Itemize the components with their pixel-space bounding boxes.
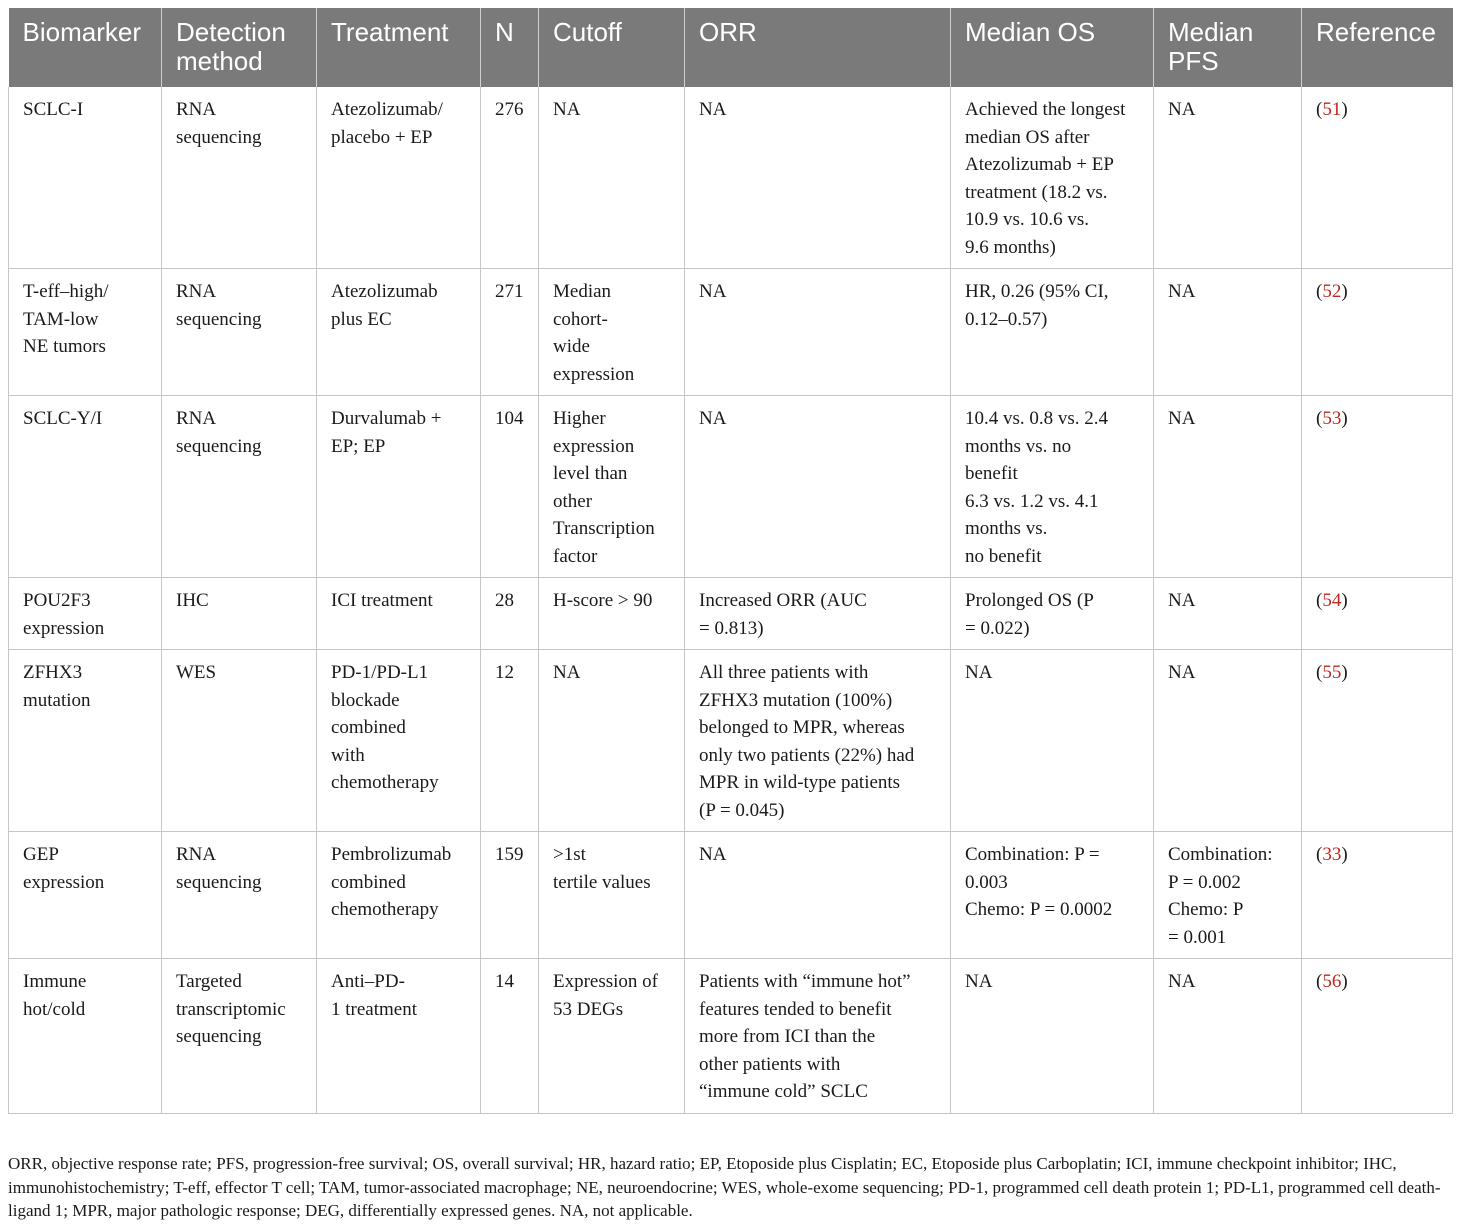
table-row xyxy=(9,396,1453,578)
header-text-line: method xyxy=(176,46,263,76)
cell-detection-method xyxy=(162,269,317,396)
cell-cutoff xyxy=(539,959,685,1114)
cell-cutoff xyxy=(539,650,685,832)
cell-text-line: RNA xyxy=(176,844,217,865)
table-row xyxy=(9,269,1453,396)
cell-detection-method xyxy=(162,650,317,832)
cell-text-line: Atezolizumab + EP xyxy=(965,154,1114,175)
cell-text-line: 10.4 vs. 0.8 vs. 2.4 xyxy=(965,408,1109,429)
cell-biomarker xyxy=(9,650,162,832)
cell-reference: (33) xyxy=(1302,832,1453,959)
cell-text-line: >1st xyxy=(553,844,586,865)
header-reference xyxy=(1302,8,1453,87)
cell-text-line: other xyxy=(553,490,593,512)
cell-text-line: 53 DEGs xyxy=(553,998,624,1020)
cell-text-line: sequencing xyxy=(176,308,262,330)
cell-reference: (56) xyxy=(1302,959,1453,1114)
cell-text-line: Anti–PD- xyxy=(331,971,405,992)
cell-text-line: hot/cold xyxy=(23,998,86,1020)
cell-treatment xyxy=(317,832,481,959)
reference-link[interactable]: 55 xyxy=(1322,662,1342,683)
cell-text-line: sequencing xyxy=(176,1026,262,1047)
cell-text-line: sequencing xyxy=(176,871,262,893)
cell-text-line: NA xyxy=(1168,662,1196,683)
cell-text-line: 0.12–0.57) xyxy=(965,308,1048,330)
cell-text-line: placebo + EP xyxy=(331,126,433,148)
cell-treatment xyxy=(317,578,481,650)
cell-text-line: TAM-low xyxy=(23,308,99,330)
table-footnote: ORR, objective response rate; PFS, progression-free survival; OS, overall survival; HR, hazard ratio; EP, Etoposide plus Cisplatin; EC, Etoposide plus Carboplatin; ICI, immune checkpoint inhibitor; IHC, immunohistochemistry; T-eff, effector T cell; TAM, tumor-associated macrophage; NE, neuroendocrine; WES, whole-exome sequencing; PD-1, programmed cell death protein 1; PD-L1, programmed cell death-ligand 1; MPR, major pathologic response; DEG, differentially expressed genes. NA, not applicable. xyxy=(8,1154,1441,1220)
cell-text-line: All three patients with xyxy=(699,662,869,683)
cell-text-line: Atezolizumab/ xyxy=(331,99,443,120)
cell-biomarker xyxy=(9,87,162,269)
cell-text-line: NA xyxy=(699,844,727,865)
cell-n: 28 xyxy=(481,578,539,650)
cell-text-line: NA xyxy=(553,99,581,120)
cell-text-line: only two patients (22%) had xyxy=(699,744,915,766)
cell-biomarker xyxy=(9,269,162,396)
cell-treatment xyxy=(317,269,481,396)
cell-text-line: NA xyxy=(1168,99,1196,120)
cell-orr xyxy=(685,396,951,578)
cell-median-os xyxy=(951,269,1154,396)
cell-text-line: NA xyxy=(1168,281,1196,302)
cell-text-line: cohort- xyxy=(553,308,608,330)
cell-text-line: = 0.001 xyxy=(1168,926,1227,948)
table-row xyxy=(9,650,1453,832)
cell-text-line: sequencing xyxy=(176,435,262,457)
cell-text-line: months vs. no xyxy=(965,435,1072,457)
cell-biomarker xyxy=(9,832,162,959)
cell-text-line: = 0.813) xyxy=(699,617,764,639)
cell-n: 14 xyxy=(481,959,539,1114)
cell-biomarker xyxy=(9,959,162,1114)
cell-reference: (55) xyxy=(1302,650,1453,832)
cell-text-line: NA xyxy=(1168,590,1196,611)
cell-text-line: T-eff–high/ xyxy=(23,281,109,302)
cell-text-line: median OS after xyxy=(965,126,1090,148)
cell-text-line: MPR in wild-type patients xyxy=(699,772,901,793)
cell-detection-method xyxy=(162,87,317,269)
cell-text-line: mutation xyxy=(23,689,91,711)
cell-orr xyxy=(685,87,951,269)
cell-median-pfs xyxy=(1154,959,1302,1114)
cell-text-line: (P = 0.045) xyxy=(699,799,785,821)
cell-text-line: expression xyxy=(23,871,105,893)
cell-text-line: benefit xyxy=(965,463,1018,484)
cell-text-line: NA xyxy=(965,662,993,683)
cell-text-line: ICI treatment xyxy=(331,590,433,611)
cell-text-line: Expression of xyxy=(553,971,659,992)
cell-text-line: expression xyxy=(553,435,635,457)
cell-text-line: HR, 0.26 (95% CI, xyxy=(965,281,1109,302)
cell-text-line: P = 0.002 xyxy=(1168,871,1241,893)
cell-text-line: NA xyxy=(699,408,727,429)
cell-text-line: Chemo: P xyxy=(1168,899,1244,920)
reference-link[interactable]: 53 xyxy=(1322,408,1342,429)
header-text-line: Treatment xyxy=(331,17,449,47)
cell-treatment xyxy=(317,87,481,269)
header-median-os xyxy=(951,8,1154,87)
cell-cutoff xyxy=(539,87,685,269)
cell-text-line: more from ICI than the xyxy=(699,1026,876,1047)
cell-cutoff xyxy=(539,269,685,396)
cell-reference: (54) xyxy=(1302,578,1453,650)
cell-text-line: other patients with xyxy=(699,1053,841,1075)
cell-text-line: Chemo: P = 0.0002 xyxy=(965,899,1113,920)
table-body xyxy=(9,87,1453,1113)
header-n xyxy=(481,8,539,87)
cell-text-line: H-score > 90 xyxy=(553,590,653,611)
cell-text-line: RNA xyxy=(176,408,217,429)
header-text-line: Cutoff xyxy=(553,17,622,47)
cell-text-line: SCLC-Y/I xyxy=(23,408,103,429)
cell-median-os xyxy=(951,650,1154,832)
header-orr xyxy=(685,8,951,87)
cell-median-os xyxy=(951,87,1154,269)
cell-text-line: IHC xyxy=(176,590,209,611)
header-text-line: Biomarker xyxy=(22,17,141,47)
cell-cutoff xyxy=(539,578,685,650)
header-treatment xyxy=(317,8,481,87)
cell-orr xyxy=(685,650,951,832)
cell-text-line: SCLC-I xyxy=(23,99,84,120)
cell-text-line: Targeted xyxy=(176,971,242,992)
reference-link[interactable]: 54 xyxy=(1322,590,1342,611)
cell-treatment xyxy=(317,396,481,578)
reference-link[interactable]: 51 xyxy=(1322,99,1342,120)
cell-text-line: NA xyxy=(699,281,727,302)
cell-median-pfs xyxy=(1154,650,1302,832)
cell-median-pfs xyxy=(1154,87,1302,269)
cell-text-line: “immune cold” SCLC xyxy=(699,1081,868,1102)
cell-text-line: expression xyxy=(553,363,635,385)
cell-reference: (53) xyxy=(1302,396,1453,578)
cell-n: 159 xyxy=(481,832,539,959)
cell-reference: (51) xyxy=(1302,87,1453,269)
cell-text-line: NA xyxy=(965,971,993,992)
cell-text-line: WES xyxy=(176,662,217,683)
cell-text-line: Durvalumab + xyxy=(331,408,442,429)
cell-text-line: Higher xyxy=(553,408,606,429)
header-text-line: PFS xyxy=(1168,46,1219,76)
cell-text-line: sequencing xyxy=(176,126,262,148)
cell-orr xyxy=(685,959,951,1114)
cell-text-line: plus EC xyxy=(331,308,392,330)
header-text-line: Detection xyxy=(176,17,286,47)
cell-orr xyxy=(685,269,951,396)
cell-median-pfs xyxy=(1154,578,1302,650)
table-row xyxy=(9,87,1453,269)
cell-biomarker xyxy=(9,578,162,650)
cell-text-line: 9.6 months) xyxy=(965,236,1056,258)
cell-text-line: 1 treatment xyxy=(331,998,417,1020)
cell-text-line: NA xyxy=(553,662,581,683)
cell-text-line: NA xyxy=(1168,408,1196,429)
cell-text-line: = 0.022) xyxy=(965,617,1030,639)
header-biomarker xyxy=(9,8,162,87)
cell-text-line: Median xyxy=(553,281,612,302)
cell-text-line: Achieved the longest xyxy=(965,99,1126,120)
cell-text-line: Increased ORR (AUC xyxy=(699,590,867,611)
cell-cutoff xyxy=(539,832,685,959)
cell-text-line: Atezolizumab xyxy=(331,281,438,302)
biomarker-table xyxy=(8,8,1453,1114)
cell-median-pfs xyxy=(1154,832,1302,959)
cell-text-line: transcriptomic xyxy=(176,998,286,1020)
cell-n: 104 xyxy=(481,396,539,578)
cell-text-line: 0.003 xyxy=(965,871,1008,893)
cell-text-line: ZFHX3 xyxy=(23,662,83,683)
cell-detection-method xyxy=(162,396,317,578)
reference-link[interactable]: 52 xyxy=(1322,281,1342,302)
cell-cutoff xyxy=(539,396,685,578)
cell-text-line: wide xyxy=(553,336,590,357)
cell-median-os xyxy=(951,578,1154,650)
cell-text-line: Patients with “immune hot” xyxy=(699,971,911,992)
cell-text-line: NA xyxy=(699,99,727,120)
cell-text-line: 10.9 vs. 10.6 vs. xyxy=(965,209,1090,230)
reference-link[interactable]: 56 xyxy=(1322,971,1342,992)
cell-text-line: Combination: P = xyxy=(965,844,1100,865)
cell-text-line: belonged to MPR, whereas xyxy=(699,717,905,738)
cell-text-line: combined xyxy=(331,871,406,893)
header-median-pfs xyxy=(1154,8,1302,87)
header-detection-method xyxy=(162,8,317,87)
header-text-line: Median xyxy=(1168,17,1254,47)
cell-median-pfs xyxy=(1154,269,1302,396)
table-row xyxy=(9,959,1453,1114)
cell-detection-method xyxy=(162,832,317,959)
header-text-line: Median OS xyxy=(965,17,1096,47)
table-row xyxy=(9,578,1453,650)
cell-text-line: NE tumors xyxy=(23,336,106,357)
cell-text-line: tertile values xyxy=(553,871,651,893)
cell-orr xyxy=(685,832,951,959)
biomarker-table-container xyxy=(8,8,1452,1114)
cell-text-line: Pembrolizumab xyxy=(331,844,452,865)
cell-text-line: NA xyxy=(1168,971,1196,992)
cell-text-line: Combination: xyxy=(1168,844,1273,865)
cell-text-line: factor xyxy=(553,545,598,567)
cell-text-line: no benefit xyxy=(965,545,1042,567)
cell-text-line: level than xyxy=(553,463,628,484)
cell-text-line: combined xyxy=(331,717,406,738)
cell-detection-method xyxy=(162,959,317,1114)
header-text-line: Reference xyxy=(1316,17,1436,47)
cell-text-line: Transcription xyxy=(553,518,655,539)
header-row xyxy=(9,8,1453,87)
cell-treatment xyxy=(317,959,481,1114)
table-row xyxy=(9,832,1453,959)
header-text-line: N xyxy=(495,17,514,47)
cell-detection-method xyxy=(162,578,317,650)
cell-n: 276 xyxy=(481,87,539,269)
cell-text-line: months vs. xyxy=(965,518,1048,539)
cell-text-line: with xyxy=(331,744,365,766)
cell-median-pfs xyxy=(1154,396,1302,578)
reference-link[interactable]: 33 xyxy=(1322,844,1342,865)
cell-text-line: Immune xyxy=(23,971,87,992)
cell-text-line: PD-1/PD-L1 xyxy=(331,662,429,683)
cell-text-line: blockade xyxy=(331,689,400,711)
cell-text-line: expression xyxy=(23,617,105,639)
cell-median-os xyxy=(951,396,1154,578)
cell-text-line: chemotherapy xyxy=(331,772,439,793)
cell-text-line: chemotherapy xyxy=(331,899,439,920)
cell-median-os xyxy=(951,832,1154,959)
cell-text-line: GEP xyxy=(23,844,59,865)
cell-reference: (52) xyxy=(1302,269,1453,396)
cell-text-line: treatment (18.2 vs. xyxy=(965,181,1108,203)
cell-median-os xyxy=(951,959,1154,1114)
cell-n: 271 xyxy=(481,269,539,396)
cell-text-line: ZFHX3 mutation (100%) xyxy=(699,689,893,711)
cell-treatment xyxy=(317,650,481,832)
header-cutoff xyxy=(539,8,685,87)
table-header xyxy=(9,8,1453,87)
cell-text-line: EP; EP xyxy=(331,435,386,457)
cell-n: 12 xyxy=(481,650,539,832)
cell-text-line: RNA xyxy=(176,99,217,120)
cell-orr xyxy=(685,578,951,650)
cell-text-line: Prolonged OS (P xyxy=(965,590,1094,611)
cell-text-line: RNA xyxy=(176,281,217,302)
cell-biomarker xyxy=(9,396,162,578)
cell-text-line: 6.3 vs. 1.2 vs. 4.1 xyxy=(965,490,1099,512)
cell-text-line: POU2F3 xyxy=(23,590,91,611)
header-text-line: ORR xyxy=(699,17,757,47)
cell-text-line: features tended to benefit xyxy=(699,998,892,1020)
